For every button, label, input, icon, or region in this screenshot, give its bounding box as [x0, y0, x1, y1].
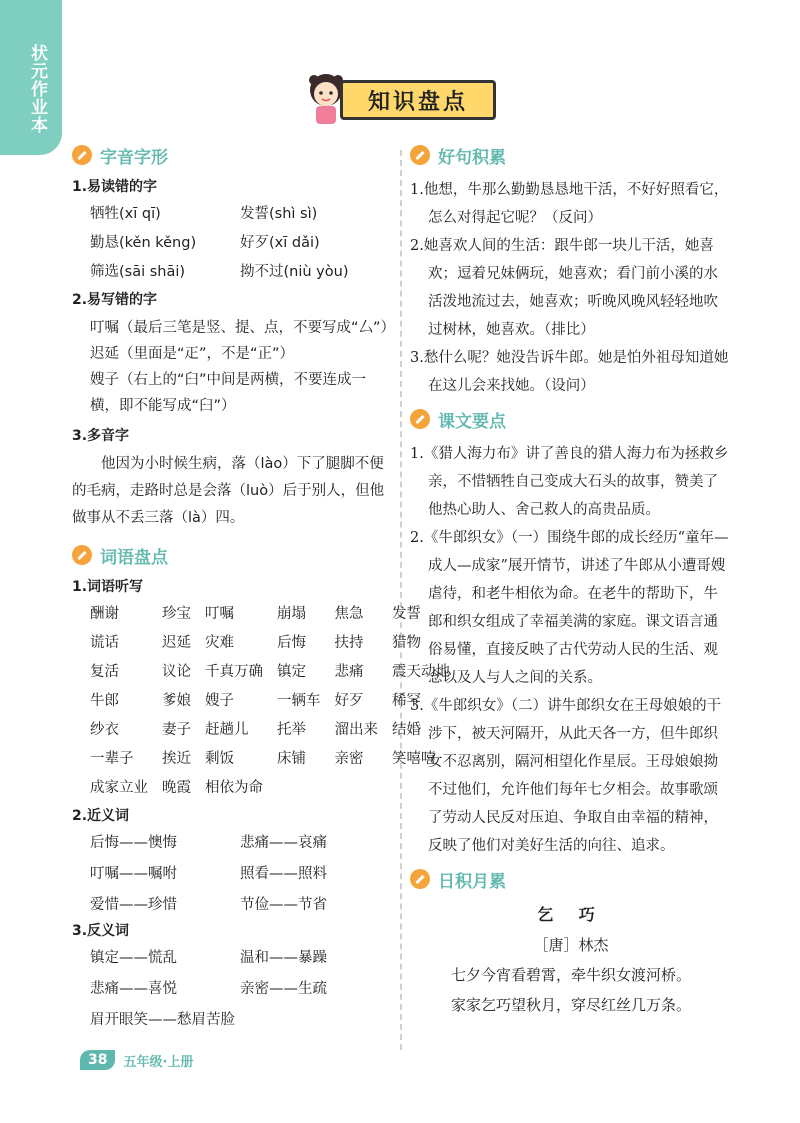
- subheading: 1.词语听写: [72, 579, 144, 595]
- pron-item: 拗不过(niù yòu): [240, 264, 349, 280]
- section-header-zyzx: [72, 140, 392, 170]
- word-item: 赶趟儿: [205, 722, 249, 738]
- poem-line: 家家乞巧望秋月，穿尽红丝几万条。: [450, 996, 691, 1014]
- subheading: 1.易读错的字: [72, 179, 158, 195]
- word-item: 牛郎: [90, 693, 119, 709]
- subheading: 3.多音字: [72, 428, 130, 444]
- word-item: 谎话: [90, 635, 119, 651]
- word-item: 发誓: [392, 606, 421, 622]
- pencil-icon: [410, 869, 430, 889]
- section-header-kwyd: [410, 404, 732, 434]
- sentence-item: 2.她喜欢人间的生活：跟牛郎一块儿干活，她喜欢；逗着兄妹俩玩，她喜欢；看门前小溪的水活泼地流过去，她喜欢；听晚风晚风轻轻地吹过树林，她喜欢。（排比）: [410, 238, 718, 338]
- poem-line: 七夕今宵看碧霄，牵牛织女渡河桥。: [450, 966, 691, 984]
- section-header-rjyl: [410, 864, 732, 894]
- word-item: 一辈子: [90, 751, 134, 767]
- section-title: 好句积累: [438, 147, 506, 168]
- word-item: 迟延: [162, 635, 191, 651]
- synonym-pair: 节俭——节省: [240, 897, 327, 913]
- write-item: 嫂子（右上的“臼”中间是两横，不要连成一: [90, 372, 367, 388]
- section-title: 课文要点: [438, 411, 506, 432]
- right-column: [410, 140, 732, 1020]
- sentence-list: [410, 176, 732, 400]
- word-item: 托举: [277, 722, 306, 738]
- pencil-icon: [72, 145, 92, 165]
- word-item: 焦急: [334, 606, 364, 622]
- word-item: 结婚: [392, 722, 421, 738]
- pron-item: 牺牲(xī qī): [90, 206, 161, 222]
- point-item: 3.《牛郎织女》（二）讲牛郎织女在王母娘娘的干涉下，被天河隔开，从此天各一方，但牛郎织女不忍离别，隔河相望化作星辰。王母娘娘拗不过他们，允许他们每年七夕相会。故事歌颂了劳动人民反对压迫、争取自由幸福的精神，反映了他们对美好生活的向往、追求。: [410, 698, 722, 854]
- subheading: 2.近义词: [72, 808, 130, 824]
- left-column: [72, 140, 450, 1035]
- point-item: 2.《牛郎织女》（一）围绕牛郎的成长经历“童年—成人—成家”展开情节，讲述了牛郎从小遭哥嫂虐待，和老牛相依为命。在老牛的帮助下，牛郎和织女组成了幸福美满的家庭。课文语言通俗易懂，直接反映了古代劳动人民的生活、观念以及人与人之间的关系。: [410, 530, 729, 686]
- word-item: 好歹: [334, 693, 364, 709]
- pencil-icon: [410, 409, 430, 429]
- word-item: 崩塌: [277, 606, 306, 622]
- write-item: 迟延（里面是“𤴓”，不是“正”）: [90, 346, 295, 362]
- antonym-pair: 亲密——生疏: [240, 981, 327, 997]
- sentence-item: 1.他想，牛那么勤勤恳恳地干活，不好好照看它，怎么对得起它呢？（反问）: [410, 182, 729, 226]
- synonym-list: [72, 831, 392, 914]
- word-item: 纱衣: [90, 722, 119, 738]
- side-tab-label: 状元作业本: [27, 44, 47, 134]
- word-item: 一辆车: [277, 693, 321, 709]
- word-item: 酬谢: [90, 606, 119, 622]
- title-banner: [300, 68, 500, 118]
- column-divider: [400, 150, 402, 1050]
- word-item: 千真万确: [205, 664, 263, 680]
- poem-title: 乞 巧: [537, 905, 605, 924]
- word-item: 议论: [162, 664, 191, 680]
- antonym-pair: 镇定——慌乱: [90, 950, 177, 966]
- antonym-pair: 眉开眼笑——愁眉苦脸: [90, 1012, 235, 1028]
- point-item: 1.《猎人海力布》讲了善良的猎人海力布为拯救乡亲，不惜牺牲自己变成大石头的故事，赞美了他热心助人、舍己救人的高贵品质。: [410, 446, 729, 518]
- word-item: 震天动地: [392, 664, 450, 680]
- subheading: 2.易写错的字: [72, 292, 158, 308]
- pencil-icon: [410, 145, 430, 165]
- word-item: 嫂子: [205, 693, 234, 709]
- pron-item: 发誓(shì sì): [240, 206, 318, 222]
- synonym-pair: 照看——照料: [240, 866, 327, 882]
- poem: [410, 900, 732, 1020]
- section-title: 日积月累: [438, 871, 506, 892]
- word-item: 剩饭: [205, 751, 234, 767]
- antonym-pair: 温和——暴躁: [240, 950, 327, 966]
- section-title: 词语盘点: [100, 547, 168, 568]
- word-item: 相依为命: [205, 780, 263, 796]
- word-list: [72, 602, 450, 797]
- word-item: 晚霞: [162, 780, 191, 796]
- word-item: 妻子: [162, 722, 191, 738]
- antonym-list: [72, 946, 392, 1029]
- word-item: 成家立业: [90, 780, 148, 796]
- antonym-pair: 悲痛——喜悦: [90, 981, 177, 997]
- pencil-icon: [72, 545, 92, 565]
- poem-author: ［唐］林杰: [533, 936, 609, 954]
- synonym-pair: 悲痛——哀痛: [240, 835, 327, 851]
- polyphone-paragraph: 他因为小时候生病，落（lào）下了腿脚不便的毛病，走路时总是会落（luò）后于别人，但他做事从不丢三落（là）四。: [72, 456, 385, 526]
- synonym-pair: 后悔——懊悔: [90, 835, 177, 851]
- synonym-pair: 叮嘱——嘱咐: [90, 866, 177, 882]
- word-item: 床铺: [277, 751, 306, 767]
- section-header-hjjl: [410, 140, 732, 170]
- page-footer: [80, 1050, 193, 1070]
- word-item: 灾难: [205, 635, 234, 651]
- word-item: 后悔: [277, 635, 306, 651]
- word-item: 挨近: [162, 751, 191, 767]
- pron-item: 勤恳(kěn kěng): [90, 235, 197, 251]
- section-header-cypd: [72, 540, 392, 570]
- page-number: 38: [80, 1050, 115, 1070]
- word-item: 复活: [90, 664, 119, 680]
- write-item: 横，即不能写成“臼”）: [90, 398, 236, 414]
- section-title: 字音字形: [100, 147, 168, 168]
- word-item: 珍宝: [162, 606, 191, 622]
- side-tab: [0, 0, 62, 155]
- sentence-item: 3.愁什么呢？她没告诉牛郎。她是怕外祖母知道她在这儿会来找她。（设问）: [410, 350, 729, 394]
- title-plate: [340, 80, 496, 120]
- word-item: 笑嘻嘻: [392, 751, 436, 767]
- write-item: 叮嘱（最后三笔是竖、提、点，不要写成“厶”）: [90, 320, 396, 336]
- word-item: 溜出来: [334, 722, 378, 738]
- word-item: 猎物: [392, 635, 421, 651]
- pron-item: 好歹(xī dǎi): [240, 235, 320, 251]
- word-item: 爹娘: [162, 693, 191, 709]
- word-item: 扶持: [334, 635, 364, 651]
- page-title: 知识盘点: [367, 89, 468, 115]
- pronunciation-list: [72, 202, 392, 281]
- subheading: 3.反义词: [72, 923, 130, 939]
- word-item: 镇定: [277, 664, 306, 680]
- grade-label: 五年级·上册: [123, 1054, 194, 1070]
- pron-item: 筛选(sāi shāi): [90, 264, 186, 280]
- word-item: 悲痛: [334, 664, 364, 680]
- synonym-pair: 爱惜——珍惜: [90, 897, 177, 913]
- word-item: 叮嘱: [205, 606, 234, 622]
- points-list: [410, 440, 732, 860]
- word-item: 亲密: [334, 751, 364, 767]
- word-item: 稀罕: [392, 693, 421, 709]
